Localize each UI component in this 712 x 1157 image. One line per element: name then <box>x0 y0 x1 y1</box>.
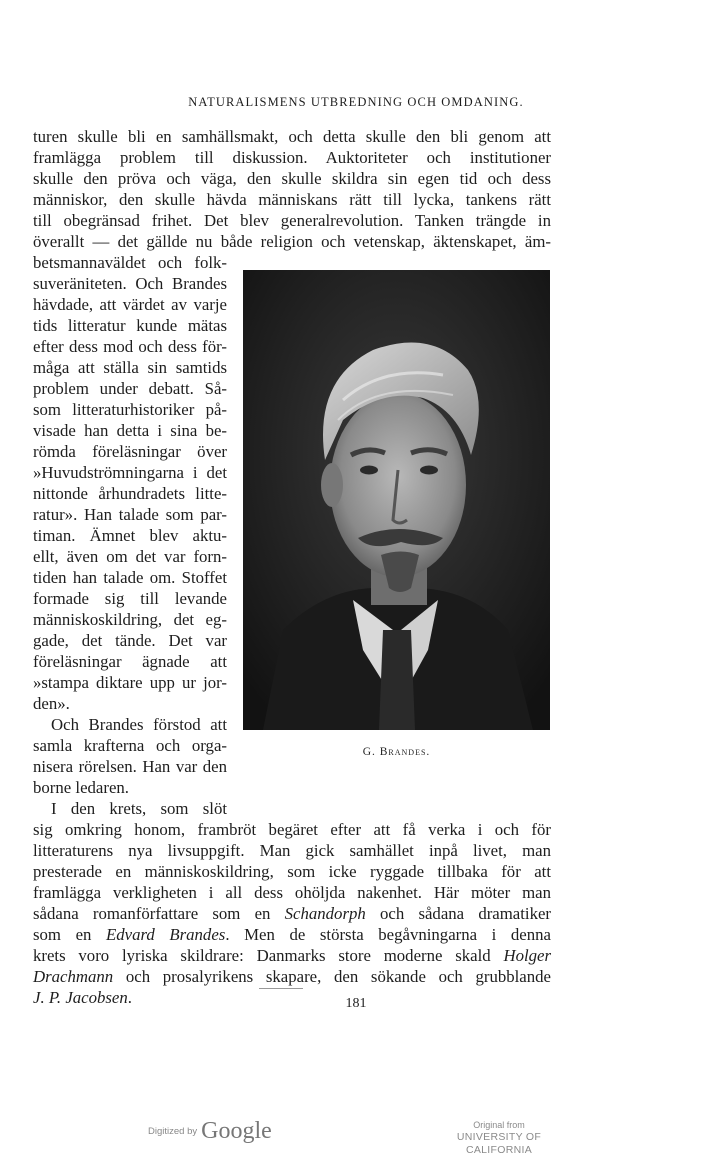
body-line: Och Brandes förstod att <box>51 715 227 734</box>
body-line: ratur». Han talade som par- <box>33 505 227 524</box>
portrait-photo <box>243 270 550 730</box>
body-line: J. P. Jacobsen. <box>33 988 132 1007</box>
body-line: presterade en människoskildring, som icke ryggade tillbaka för att <box>33 862 551 881</box>
body-line: Drachmann och prosalyrikens skapare, den sökande och grubblande <box>33 967 551 986</box>
body-line: människor, den skulle hävda människans rätt till lycka, tankens rätt <box>33 190 551 209</box>
page-number: 181 <box>345 996 367 1011</box>
body-line: överallt — det gällde nu både religion och vetenskap, äktenskapet, äm- <box>33 232 551 251</box>
body-line: sig omkring honom, frambröt begäret efter att få verka i och för <box>33 820 551 839</box>
body-line: den». <box>33 694 70 713</box>
google-logo: Google <box>201 1118 272 1144</box>
body-line: visade han detta i sina be- <box>33 421 227 440</box>
body-line: borne ledaren. <box>33 778 129 797</box>
body-line: framlägga verkligheten i all dess ohöljda nakenhet. Här möter man <box>33 883 551 902</box>
body-line: I den krets, som slöt <box>51 799 227 818</box>
body-line: skulle den pröva och väga, den skulle skildra sin egen tid och dess <box>33 169 551 188</box>
page-number-rule <box>259 988 303 989</box>
body-line: som litteraturhistoriker på- <box>33 400 227 419</box>
body-line: »stampa diktare upp ur jor- <box>33 673 227 692</box>
body-line: tiden han talade om. Stoffet <box>33 568 227 587</box>
body-line: efter dess mod och dess för- <box>33 337 227 356</box>
body-line: människoskildring, det eg- <box>33 610 227 629</box>
digitized-by-watermark: Digitized by Google <box>148 1118 272 1144</box>
body-line: »Huvudströmningarna i det <box>33 463 227 482</box>
body-line: som en Edvard Brandes. Men de största begåvningarna i denna <box>33 925 551 944</box>
body-line: sådana romanförfattare som en Schandorph och sådana dramatiker <box>33 904 552 923</box>
body-line: römda föreläsningar över <box>33 442 227 461</box>
body-line: krets voro lyriska skildrare: Danmarks store moderne skald Holger <box>33 946 552 965</box>
body-line: samla krafterna och orga- <box>33 736 227 755</box>
body-line: ellt, även om det var forn- <box>33 547 227 566</box>
body-line: turen skulle bli en samhällsmakt, och detta skulle den bli genom att <box>33 127 551 146</box>
body-line: måga att ställa sin samtids <box>33 358 227 377</box>
body-line: tids litteratur kunde mätas <box>33 316 227 335</box>
portrait-caption: G. Brandes. <box>362 746 431 758</box>
running-head: NATURALISMENS UTBREDNING OCH OMDANING. <box>188 95 524 109</box>
body-line: framlägga problem till diskussion. Auktoriteter och institutioner <box>33 148 551 167</box>
body-line: nittonde århundradets litte- <box>33 484 227 503</box>
body-line: litteraturens nya livsuppgift. Man gick samhället inpå livet, man <box>33 841 551 860</box>
body-line: betsmannaväldet och folk- <box>33 253 227 272</box>
body-line: formade sig till levande <box>33 589 227 608</box>
body-line: gade, det tände. Det var <box>33 631 227 650</box>
body-line: problem under debatt. Så- <box>33 379 227 398</box>
original-source-watermark: Original from UNIVERSITY OF CALIFORNIA <box>456 1120 542 1156</box>
body-line: timan. Ämnet blev aktu- <box>33 526 227 545</box>
body-line: hävdade, att värdet av varje <box>33 295 227 314</box>
body-line: suveräniteten. Och Brandes <box>33 274 227 293</box>
body-line: nisera rörelsen. Han var den <box>33 757 227 776</box>
body-line: föreläsningar ägnade att <box>33 652 227 671</box>
body-line: till obegränsad frihet. Det blev generalrevolution. Tanken trängde in <box>33 211 551 230</box>
